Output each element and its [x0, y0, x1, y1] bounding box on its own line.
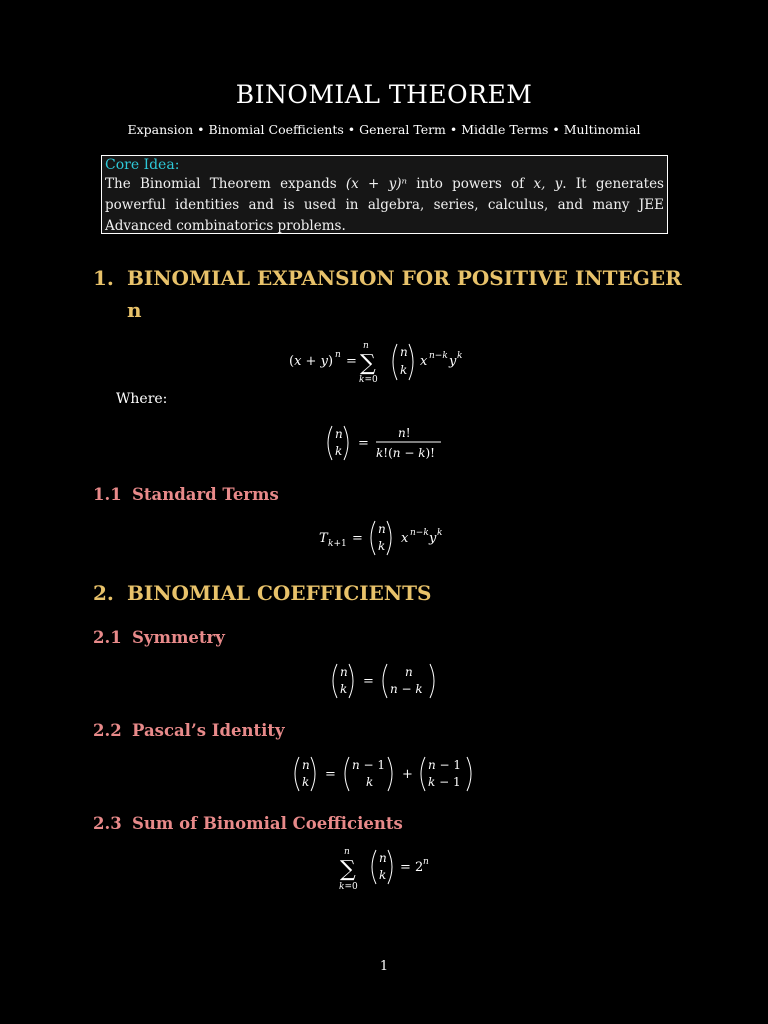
- core-text-part: into powers of: [407, 176, 534, 192]
- core-text-part: . It generates powerful identities and is used in algebra, series, calculus, and many JEE Advanced combinatorics problems.: [105, 176, 664, 234]
- section-number: 2.: [93, 581, 114, 605]
- svg-text:n: n: [379, 851, 387, 865]
- topic-list: Expansion • Binomial Coefficients • General Term • Middle Terms • Multinomial: [127, 122, 641, 137]
- svg-text:n − 1: n − 1: [428, 758, 462, 772]
- svg-text:(x + y): (x + y): [289, 354, 334, 369]
- svg-text:n: n: [335, 350, 341, 360]
- svg-text:x: x: [420, 354, 428, 369]
- symmetry-formula: [329, 660, 439, 702]
- section-title: BINOMIAL EXPANSION FOR POSITIVE INTEGER n: [127, 266, 682, 322]
- general-term-formula: [319, 517, 449, 559]
- svg-text:∑: ∑: [340, 857, 356, 882]
- inline-math-expansion: (x + y)ⁿ: [345, 176, 407, 192]
- svg-text:n: n: [344, 847, 350, 857]
- page-number: 1: [379, 959, 389, 974]
- page-title: BINOMIAL THEOREM: [235, 80, 533, 109]
- subsection-title: Symmetry: [132, 628, 225, 647]
- pascal-formula: [291, 753, 477, 795]
- svg-text:k+1: k+1: [328, 539, 347, 549]
- svg-text:n: n: [378, 522, 386, 536]
- core-idea-box: [101, 155, 668, 234]
- svg-text:k: k: [366, 775, 374, 789]
- svg-text:k!(n − k)!: k!(n − k)!: [376, 446, 436, 460]
- svg-text:k=0: k=0: [339, 882, 358, 892]
- svg-text:n: n: [405, 665, 413, 679]
- subsection-1-1-heading: [93, 485, 279, 504]
- svg-text:n−k: n−k: [429, 351, 448, 361]
- equation-binomial-expansion: [0, 336, 768, 388]
- subsection-title: Sum of Binomial Coefficients: [132, 814, 403, 833]
- svg-text:y: y: [429, 531, 437, 546]
- svg-text:k=0: k=0: [359, 375, 378, 385]
- subsection-2-1-heading: [93, 628, 225, 647]
- svg-text:k: k: [335, 444, 343, 458]
- sum-formula: [338, 846, 430, 894]
- svg-text:y: y: [449, 354, 457, 369]
- svg-text:n: n: [423, 857, 429, 867]
- subsection-2-3-heading: [93, 814, 403, 833]
- svg-text:k: k: [340, 682, 348, 696]
- svg-text:=: =: [325, 767, 336, 782]
- expansion-formula: [289, 336, 479, 388]
- svg-text:=: =: [346, 354, 357, 369]
- svg-text:k: k: [437, 528, 443, 538]
- subsection-number: 1.1: [93, 485, 122, 504]
- svg-text:n − 1: n − 1: [352, 758, 386, 772]
- svg-text:=: =: [352, 531, 363, 546]
- svg-text:k: k: [457, 351, 463, 361]
- coefficient-formula: [324, 422, 444, 464]
- svg-text:=: =: [358, 436, 369, 451]
- equation-general-term: [0, 517, 768, 559]
- where-label: Where:: [116, 391, 168, 407]
- equation-coefficient-definition: [0, 422, 768, 464]
- svg-text:n!: n!: [398, 426, 411, 440]
- subsection-title: Pascal’s Identity: [132, 721, 285, 740]
- svg-text:n: n: [302, 758, 310, 772]
- svg-text:= 2: = 2: [400, 860, 424, 875]
- svg-text:n: n: [400, 345, 408, 359]
- equation-symmetry: [0, 660, 768, 702]
- svg-text:n: n: [340, 665, 348, 679]
- core-text-part: The Binomial Theorem expands: [105, 176, 346, 192]
- svg-text:∑: ∑: [360, 351, 376, 376]
- svg-text:x: x: [401, 531, 409, 546]
- core-idea-text: [105, 174, 664, 237]
- equation-pascal-identity: [0, 753, 768, 795]
- svg-text:k: k: [400, 363, 408, 377]
- inline-math-variables: x, y: [533, 176, 563, 192]
- svg-text:=: =: [363, 674, 374, 689]
- core-idea-heading: Core Idea:: [105, 157, 180, 173]
- svg-text:n−k: n−k: [410, 528, 429, 538]
- subsection-number: 2.3: [93, 814, 122, 833]
- svg-text:k: k: [302, 775, 310, 789]
- subsection-2-2-heading: [93, 721, 285, 740]
- svg-text:n − k: n − k: [390, 682, 423, 696]
- subsection-number: 2.1: [93, 628, 122, 647]
- svg-text:k: k: [379, 868, 387, 882]
- section-number: 1.: [93, 266, 114, 290]
- svg-text:k: k: [378, 539, 386, 553]
- equation-sum-of-coefficients: [0, 846, 768, 894]
- svg-text:T: T: [319, 531, 328, 546]
- svg-text:+: +: [402, 767, 413, 782]
- subsection-title: Standard Terms: [132, 485, 279, 504]
- svg-text:n: n: [335, 427, 343, 441]
- section-title: BINOMIAL COEFFICIENTS: [127, 581, 432, 605]
- svg-text:n: n: [363, 341, 369, 351]
- svg-text:k − 1: k − 1: [428, 775, 461, 789]
- subsection-number: 2.2: [93, 721, 122, 740]
